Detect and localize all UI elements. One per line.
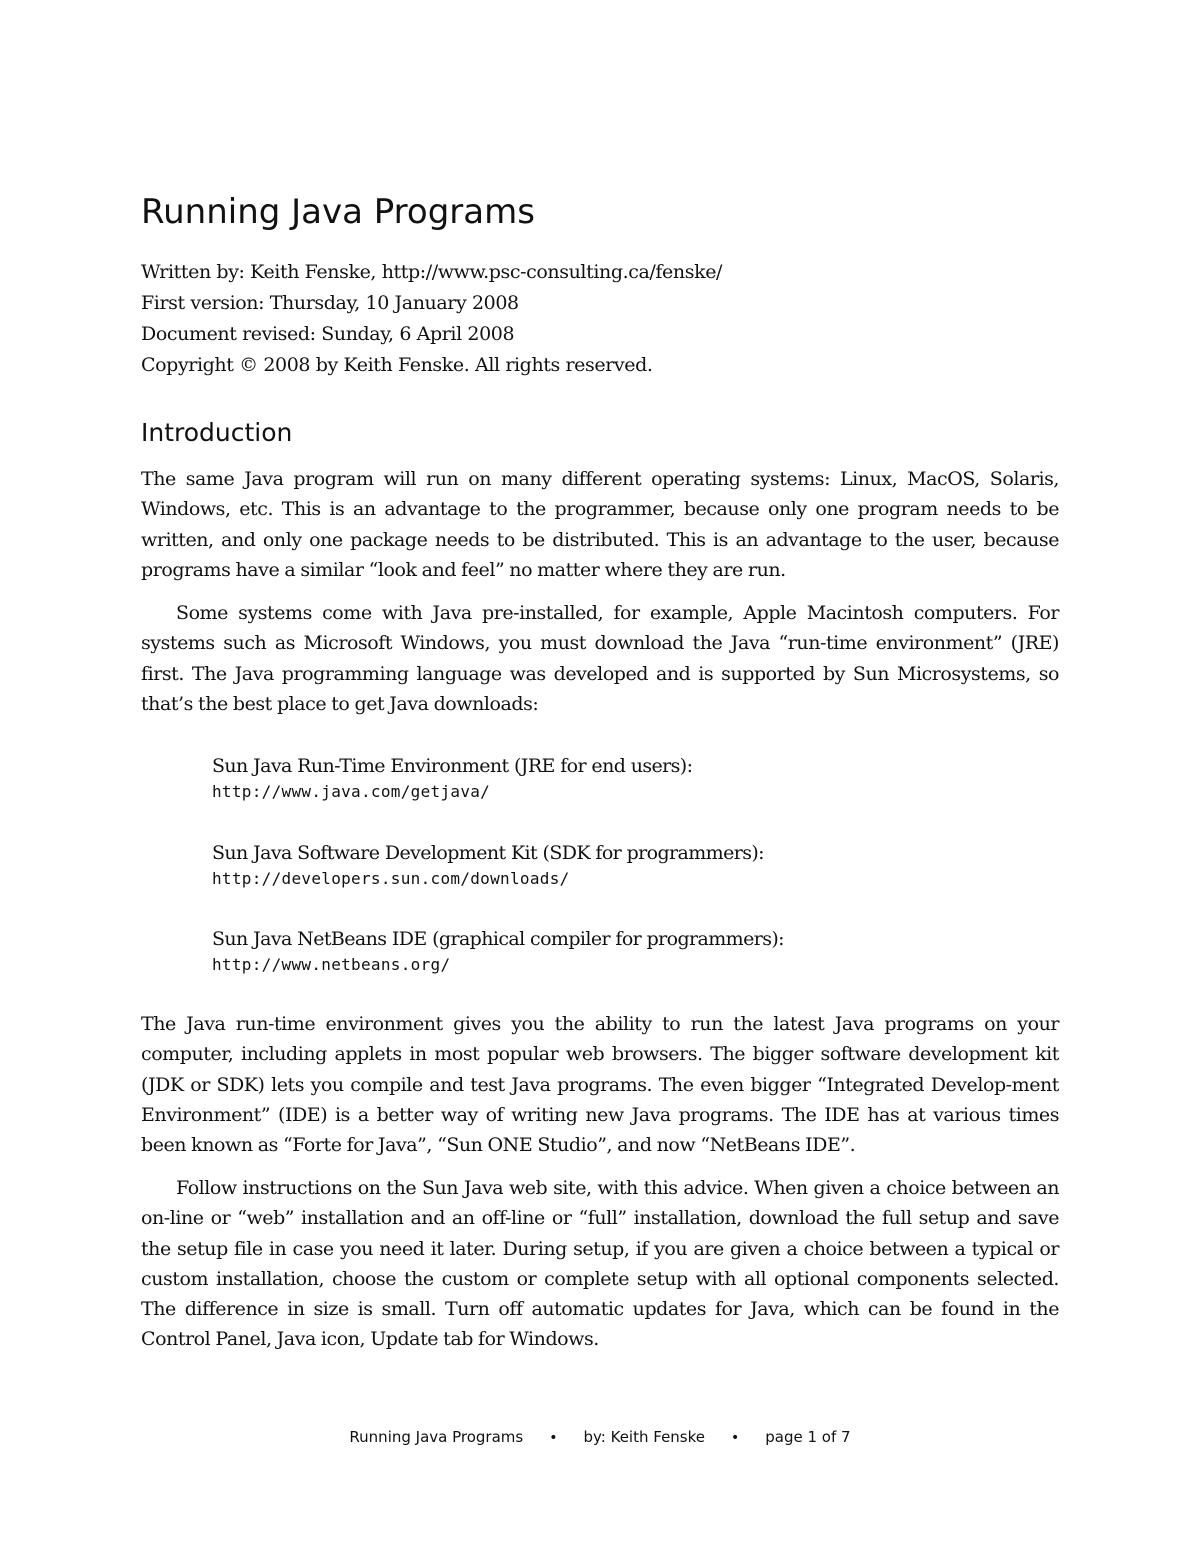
footer-author: by: Keith Fenske (583, 1428, 705, 1446)
footer-page-number: page 1 of 7 (765, 1428, 851, 1446)
meta-written-by: Written by: Keith Fenske, http://www.psc-consulting.ca/fenske/ (141, 261, 723, 283)
paragraph-body-4: Follow instructions on the Sun Java web site, with this advice. When given a choice between an on-line or “web” installation and an off-line or “full” installation, download the full setup and save the setup file in case you need it later. During setup, if you are given a choice between a typical or custom installation, choose the custom or complete setup with all optional components selected. The difference in size is small. Turn off automatic updates for Java, which can be found in the Control Panel, Java icon, Update tab for Windows. (141, 1177, 1059, 1351)
document-meta (141, 257, 1061, 381)
download-label: Sun Java Software Development Kit (SDK for programmers): (212, 842, 764, 864)
footer-separator: • (731, 1430, 740, 1446)
download-label: Sun Java NetBeans IDE (graphical compiler for programmers): (212, 928, 784, 950)
download-url-link[interactable]: http://developers.sun.com/downloads/ (212, 869, 570, 888)
download-entry-netbeans (212, 926, 1052, 978)
download-entry-jre (212, 753, 1052, 805)
meta-revised: Document revised: Sunday, 6 April 2008 (141, 323, 515, 345)
paragraph-body-3: The Java run-time environment gives you the ability to run the latest Java programs on your computer, including applets in most popular web browsers. The bigger software development kit (JDK or SDK) lets you compile and test Java programs. The even bigger “Integrated Develop-ment Environment” (IDE) is a better way of writing new Java programs. The IDE has at various times been known as “Forte for Java”, “Sun ONE Studio”, and now “NetBeans IDE”. (141, 1013, 1059, 1157)
footer-title: Running Java Programs (349, 1428, 524, 1446)
meta-first-version: First version: Thursday, 10 January 2008 (141, 292, 519, 314)
page-footer (0, 1426, 1200, 1449)
paragraph-intro-1: The same Java program will run on many different operating systems: Linux, MacOS, Solaris, Windows, etc. This is an advantage to the programmer, because only one program needs to be written, and only one package needs to be distributed. This is an advantage to the user, because programs have a similar “look and feel” no matter where they are run. (141, 468, 1059, 581)
meta-copyright: Copyright © 2008 by Keith Fenske. All rights reserved. (141, 354, 653, 376)
paragraph-intro-2: Some systems come with Java pre-installed, for example, Apple Macintosh computers. For systems such as Microsoft Windows, you must download the Java “run-time environment” (JRE) first. The Java programming language was developed and is supported by Sun Microsystems, so that’s the best place to get Java downloads: (141, 602, 1059, 715)
footer-separator: • (549, 1430, 558, 1446)
download-url-link[interactable]: http://www.java.com/getjava/ (212, 782, 491, 801)
download-url-link[interactable]: http://www.netbeans.org/ (212, 955, 451, 974)
document-title: Running Java Programs (141, 192, 535, 232)
download-entry-sdk (212, 840, 1052, 892)
download-label: Sun Java Run-Time Environment (JRE for end users): (212, 755, 693, 777)
section-heading-introduction: Introduction (141, 418, 293, 447)
